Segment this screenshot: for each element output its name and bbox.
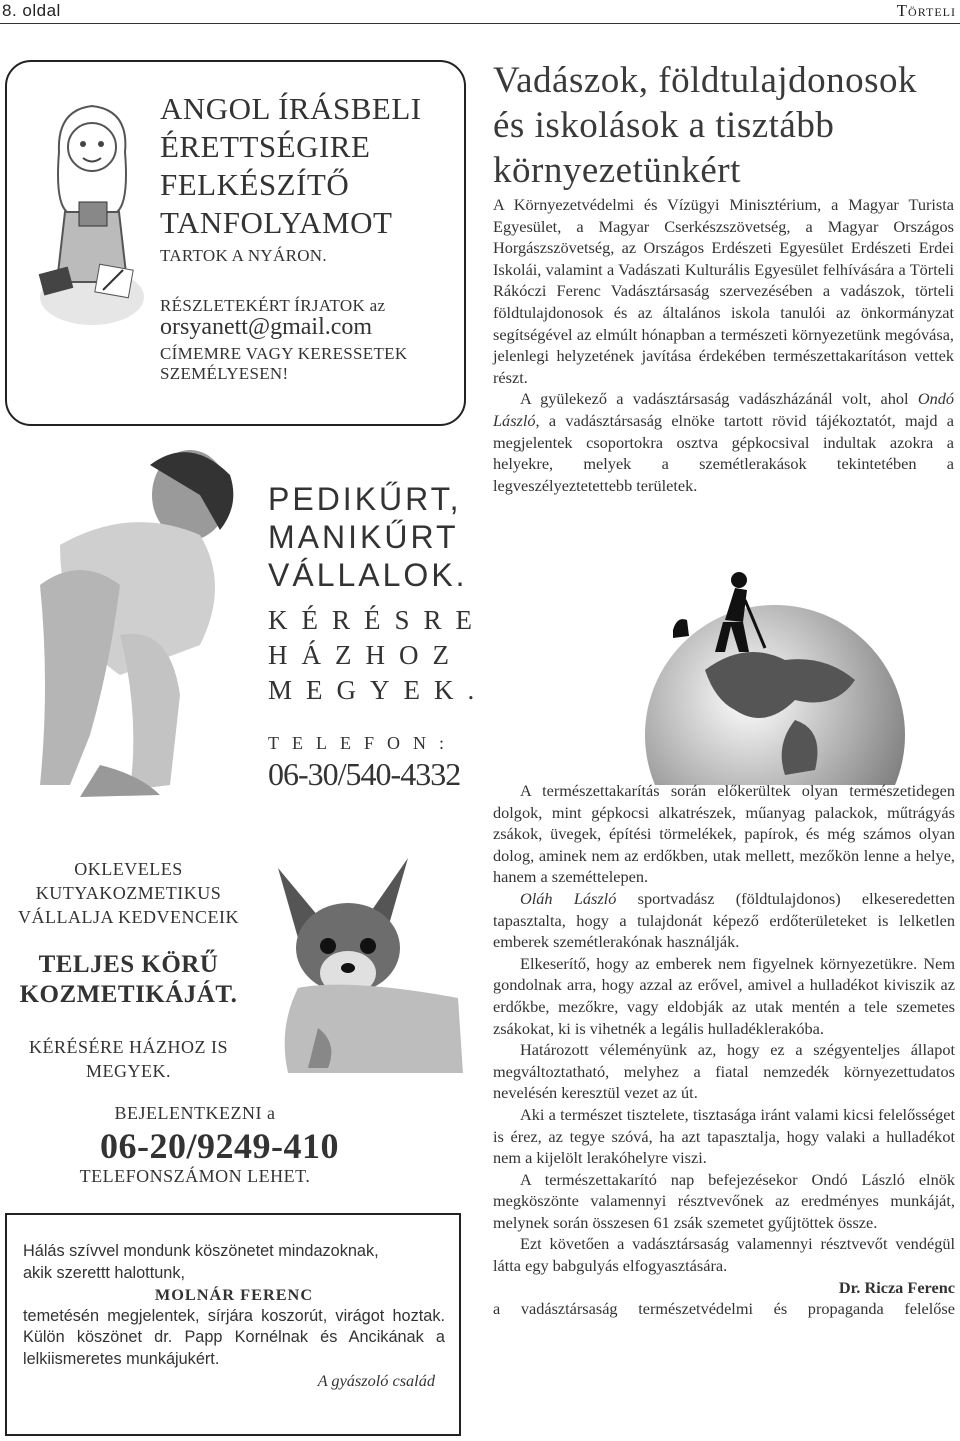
ad-tartok: TARTOK A NYÁRON. [160, 246, 327, 265]
ad-reszletek: RÉSZLETEKÉRT ÍRJATOK az [160, 296, 386, 315]
student-girl-illustration [37, 92, 147, 332]
paragraph-text: , a vadásztársaság elnöke tartott rövid tájékoztatót, majd a megjelentek csoportokra osztva gépkocsival indultak azokra a helyekre, melyek a szemétlerakások tekintetében a legveszélyeztetettebb területek. [493, 410, 954, 495]
telefon-label: TELEFON: [268, 733, 457, 753]
article-paragraph: Határozott véleményünk az, hogy ez a szégyenteljes állapot megváltoztatható, melyhez a fiatal nemzedék környezettudatos nevelésén keresztül vezet az út. [493, 1040, 955, 1103]
obituary-thanks-box [5, 1213, 461, 1436]
article-paragraph [493, 388, 954, 496]
title-line: környezetünkért [493, 150, 741, 191]
article-paragraph: A Környezetvédelmi és Vízügyi Minisztérium, a Magyar Turista Egyesület, a Magyar Cserkészszövetség, a Magyar Országos Horgászszövetség, az Országos Erdészeti Egyesület Erdészeti Erdei Iskolái, valamint a Vadászati Kulturális Egyesület felhívására a Törteli Rákóczi Ferenc Vadásztársaság szervezésében a vadászok, törteli földtulajdonosok és az általános iskola tanulói az önkormányzat segítségével az elmúlt hónapban a természeti környezetünk megóvása, jelenlegi helyzetének javítása érdekében természettakarításon vettek részt. [493, 195, 954, 387]
article-paragraph: Ezt követően a vadásztársaság valamennyi résztvevőt vendégül látta egy babgulyás elfogyasztására. [493, 1234, 955, 1276]
paragraph-text: sportvadász (földtulajdonos) elkeseredetten tapasztalta, hogy a tulajdonát képező erdőterületeket is lelketlen emberek szemétlerakónak használják. [493, 888, 955, 952]
home-visit-text [268, 603, 488, 708]
article-title [493, 58, 953, 193]
article-paragraph: A természettakarítás során előkerültek olyan természetidegen dolgok, mint gépkocsi alkatrészek, műanyag palackok, műtrágyás zsákok, üvegek, építési törmelékek, papírok, és még számos olyan dolog, aminek nem az erdőkben, utak mellett, mezőkön lenne a helye, hanem a szeméttelepen. [493, 781, 955, 887]
article-paragraph: A természettakarító nap befejezésekor Ondó László elnök megköszönte valamennyi résztvevőnek az eredményes munkáját, melynek során összesen 61 zsák szemetet gyűjtöttek össze. [493, 1169, 955, 1232]
notice-text: temetésén megjelentek, sírjára koszorút, virágot hoztak. Külön köszönet dr. Papp Kornélnak és Ancikának a lelkiismeretes munkájukért. [23, 1306, 445, 1368]
woman-photo [0, 435, 258, 800]
ad-line-1: ANGOL ÍRÁSBELI [160, 91, 422, 126]
notice-line: akik szerettt halottunk, [23, 1263, 185, 1282]
ad-line-2: ÉRETTSÉGIRE [160, 129, 371, 164]
globe-cleaner-illustration [625, 560, 925, 785]
paragraph-text: A gyülekező a vadásztársaság vadászházánál volt, ahol [520, 389, 918, 409]
deceased-name: MOLNÁR FERENC [154, 1285, 314, 1304]
dog-ad-bold: KOZMETIKÁJÁT. [19, 981, 238, 1008]
article-column-2 [493, 780, 955, 1319]
ped-line: PEDIKŰRT, [268, 481, 462, 517]
ad-line-3: FELKÉSZÍTŐ [160, 167, 350, 202]
ad-cimemre: CÍMEMRE VAGY KERESSETEK [160, 344, 408, 363]
title-line: Vadászok, földtulajdonosok [493, 60, 918, 101]
page-header [0, 0, 960, 24]
article-author: Dr. Ricza Ferenc [838, 1277, 955, 1297]
article-author-role: a vadásztársaság természetvédelmi és propaganda felelőse [493, 1298, 955, 1318]
ped-line: MANIKŰRT [268, 519, 459, 555]
title-line: és iskolások a tisztább [493, 105, 835, 146]
article-paragraph: Aki a természet tisztelete, tisztasága iránt valami kicsi felelősséget is érez, az tegye szóvá, ha azt tapasztalja, hogy valaki a hulladékot nem a kijelölt lerakóhelyre viszi. [493, 1104, 955, 1168]
person-name: Ondó László [493, 389, 954, 430]
dog-ad-line: MEGYEK. [86, 1061, 171, 1081]
dog-ad-line: BEJELENTKEZNI a [114, 1103, 276, 1123]
dog-ad-phone: 06-20/9249-410 [100, 1126, 339, 1166]
dog-ad-line: VÁLLALJA KEDVENCEIK [18, 907, 239, 927]
keres-line: MEGYEK. [268, 675, 489, 705]
article-column-1 [493, 194, 954, 496]
dog-ad-line: KÉRÉSÉRE HÁZHOZ IS [29, 1037, 228, 1057]
publication-name: Törteli [896, 1, 956, 20]
ad-email: orsyanett@gmail.com [160, 314, 373, 340]
notice-signature: A gyászoló család [317, 1371, 435, 1390]
page-number: 8. oldal [2, 1, 61, 20]
keres-line: HÁZHOZ [268, 640, 463, 670]
dog-ad-line: TELEFONSZÁMON LEHET. [79, 1166, 311, 1186]
english-course-ad [5, 60, 466, 426]
article-paragraph [493, 888, 955, 953]
ped-line: VÁLLALOK. [268, 557, 468, 593]
ad-line-4: TANFOLYAMOT [160, 205, 393, 240]
dog-ad-line: OKLEVELES [74, 859, 183, 879]
notice-line: Hálás szívvel mondunk köszönetet mindazoknak, [23, 1242, 379, 1260]
dog-photo [258, 828, 463, 1073]
pedicure-ad [268, 480, 468, 594]
ad-szemelyesen: SZEMÉLYESEN! [160, 364, 289, 383]
keres-line: KÉRÉSRE [268, 605, 487, 635]
person-name: Oláh László [520, 888, 617, 908]
dog-ad-bold: TELJES KÖRŰ [38, 951, 219, 978]
article-paragraph: Elkeserítő, hogy az emberek nem figyelnek környezetükre. Nem gondolnak arra, hogy azzal az erővel, amivel a hulladékot kiviszik az erdőkbe, mezőkre, vagy eldobják az utak mentén a tele szemetes zsákokat, ki is vihetnék a legális hulladéklerakóba. [493, 953, 955, 1038]
dog-ad-line: KUTYAKOZMETIKUS [35, 883, 222, 903]
pedicure-phone: 06-30/540-4332 [268, 756, 461, 792]
